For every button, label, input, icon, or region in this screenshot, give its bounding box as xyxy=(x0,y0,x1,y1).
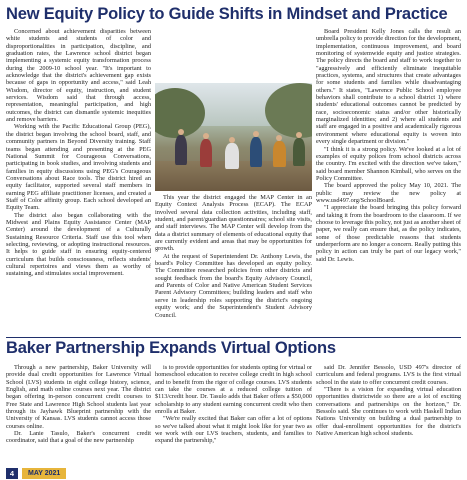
paragraph: Concerned about achievement disparities between white students and students of color and disproportionalities in participation, discipline, and graduation rates, the Lawrence school district began implementing a systemic equity transformation process during the 2009-10 school year. "It's important to acknowledge that the district's achievement gap exists because of gaps in opportunity and access," said Leah Wisdom, director of equity, instruction, and student services. Wisdom said that through access, representation, meaningful participation, and high outcomes, the district can dismantle systemic inequities and remove barriers. xyxy=(6,28,151,124)
paragraph: At the request of Superintendent Dr. Anthony Lewis, the board's Policy Committee has developed an equity policy. The Committee researched policies from other districts and sought feedback from the board's Equity Advisory Council, and Parents of Color and Native American Student Services Parent Advisory Committees; building leaders and staff who serve in leadership roles supporting the district's ongoing equity work; and the Superintendent's Student Advisory Council. xyxy=(155,252,312,319)
issue-date-badge: MAY 2021 xyxy=(22,468,66,479)
paragraph: is to provide opportunities for students opting for virtual or homeschool education to receive college credit in high school and to benefit from the rigor of college courses. LVS students can take the courses at a reduced college tuition of $113/credit hour. Dr. Tasulo adds that Baker offers a $50,000 scholarship to any student earning concurrent credit who then enrolls at Baker. xyxy=(155,364,312,416)
page-number: 4 xyxy=(6,468,18,479)
article1-column-1 xyxy=(6,28,151,334)
paragraph: This year the district engaged the MAP Center in an Equity Context Analysis Process (ECAP). The ECAP involved several data collection activities, including staff, student, and parent/guardian questionnaires; school site visits, and staff interviews. The MAP Center will develop from the data a district summary of elements of educational equity that are currently evident and areas that may be opportunities for growth. xyxy=(155,194,312,253)
paragraph: Dr. Lanie Tasulo, Baker's concurrent credit coordinator, said that a goal of the new partnership xyxy=(6,430,151,445)
paragraph: Through a new partnership, Baker University will provide dual credit opportunities for Lawrence Virtual School (LVS) students in eight college history, science, English, and math online courses next year. The district began offering in-person concurrent credit courses to Free State and Lawrence High School students last year through its Jayhawk Blueprint partnership with the University of Kansas. LVS students cannot access those courses online. xyxy=(6,364,151,430)
paragraph: "I appreciate the board bringing this policy forward and taking it from the boardroom to the classroom. If we choose to leverage this policy, not just as another sheet of paper, we really can ensure that, as the policy indicates, some of those predictable reasons that students underperform are no longer a concern. Really putting this policy in action can truly be part of our legacy work," said Dr. Lewis. xyxy=(316,204,461,263)
article-headline-equity-policy: New Equity Policy to Guide Shifts in Mindset and Practice xyxy=(6,5,448,23)
article2-column-1 xyxy=(6,364,151,467)
article1-column-2 xyxy=(155,194,312,334)
paragraph: "There is a vision for expanding virtual education opportunities districtwide so there are a lot of exciting conversations and partnerships on the horizon," Dr. Bessolo said. She continues to work with Haskell Indian Nations University on building a dual partnership to offer dual-enrollment opportunities for the district's Native American high school students. xyxy=(316,386,461,438)
article2-column-3 xyxy=(316,364,461,467)
paragraph: "I think it is a strong policy. We've looked at a lot of examples of equity polices from school districts across the country. I'm excited with the direction we've taken," said board member Shannon Kimball, who serves on the Policy Committee. xyxy=(316,145,461,182)
paragraph: The district also began collaborating with the Midwest and Plains Equity Assistance Center (MAP Center) around the development of a Culturally Sustaining Resource Criteria. Staff use this tool when selecting, reviewing, or adopting instructional resources. It helps to guide staff in ensuring equity-centered curriculum that builds consciousness, reflects students' cultural repertoires and views them as worthy of sustaining, and stimulates social improvement. xyxy=(6,211,151,278)
article-headline-baker-partnership: Baker Partnership Expands Virtual Options xyxy=(6,339,336,357)
section-divider xyxy=(6,337,461,338)
page-footer xyxy=(0,467,467,480)
paragraph: Working with the Pacific Educational Group (PEG), the district began involving the school board, staff, and community partners in Beyond Diversity training. Staff teams began attending and presenting at the PEG National Summit for Courageous Conversations, participating in book studies, and involving students and families in equity discussions using PEG's Courageous Conversations about Race tools. The district hired an equity facilitator, supported several staff members in earning PEG affiliate practitioner licenses, and created a Staff of Color affinity group. Each school developed an Equity Team. xyxy=(6,123,151,212)
photo-students-planting xyxy=(155,83,312,191)
paragraph: said Dr. Jennifer Bessolo, USD 497's director of curriculum and federal programs. LVS is the first virtual school in the state to offer concurrent credit courses. xyxy=(316,364,461,386)
paragraph: The board approved the policy May 10, 2021. The public may review the new policy at www.usd497.org/SchoolBoard. xyxy=(316,182,461,204)
article1-column-3 xyxy=(316,28,461,334)
article2-column-2 xyxy=(155,364,312,467)
paragraph: Board President Kelly Jones calls the result an umbrella policy to provide direction for the development, implementation, continuous improvement, and board monitoring of systemwide equity and justice strategies. The policy directs the board and staff to work together to "aggressively and efficiently eliminate inequitable practices, systems, and structures that create advantages for some students and families while disadvantaging others." It states, "Lawrence Public School employee behaviors shall contribute to a school district 1) where students' educational outcomes cannot be predicted by race, socioeconomic status and/or other historically marginalized identities; and 2) where all students and staff are engaged in a positive and academically rigorous environment where educational equity is woven into every single department or division." xyxy=(316,28,461,146)
paragraph: "We're really excited that Baker can offer a lot of options so we've talked about what it might look like for year two as we work with our LVS teachers, students, and families to expand the partnership," xyxy=(155,415,312,445)
